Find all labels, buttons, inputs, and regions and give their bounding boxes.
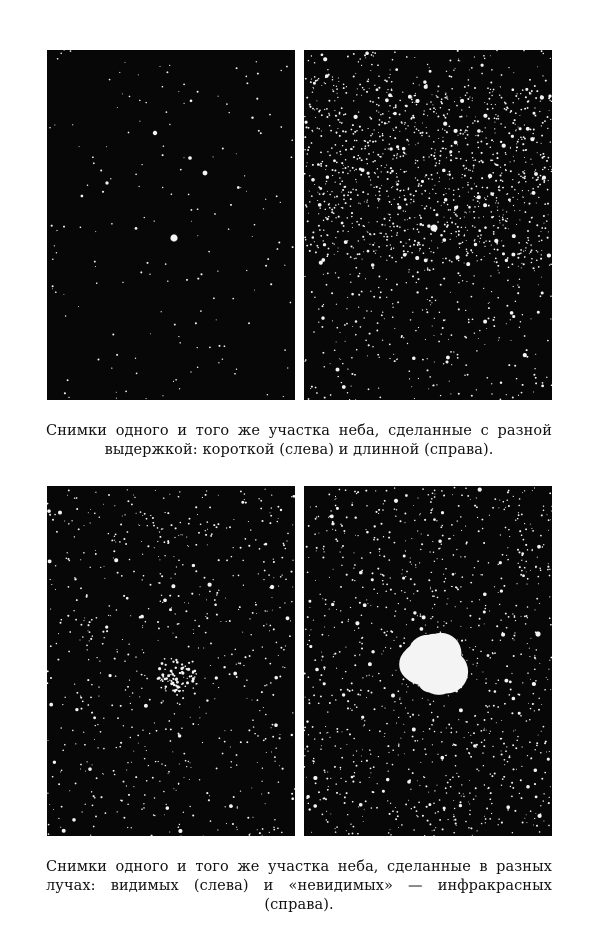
sky-photo-short-exposure bbox=[47, 50, 295, 400]
figure-caption-exposure: Снимки одного и того же участка неба, сделанные с разной выдержкой: короткой (слева) и длинной (справа). bbox=[46, 423, 552, 458]
sky-photo-visible-light bbox=[47, 486, 295, 836]
sky-photo-infrared bbox=[304, 486, 552, 836]
starfield-short-exposure bbox=[47, 50, 295, 400]
sky-photo-long-exposure bbox=[304, 50, 552, 400]
starfield-infrared bbox=[304, 486, 552, 836]
starfield-long-exposure bbox=[304, 50, 552, 400]
figure-caption-wavelength: Снимки одного и того же участка неба, сделанные в разных лучах: видимых (слева) и «невидимых» — инфракрасных (справа). bbox=[46, 859, 552, 913]
starfield-visible-light bbox=[47, 486, 295, 836]
